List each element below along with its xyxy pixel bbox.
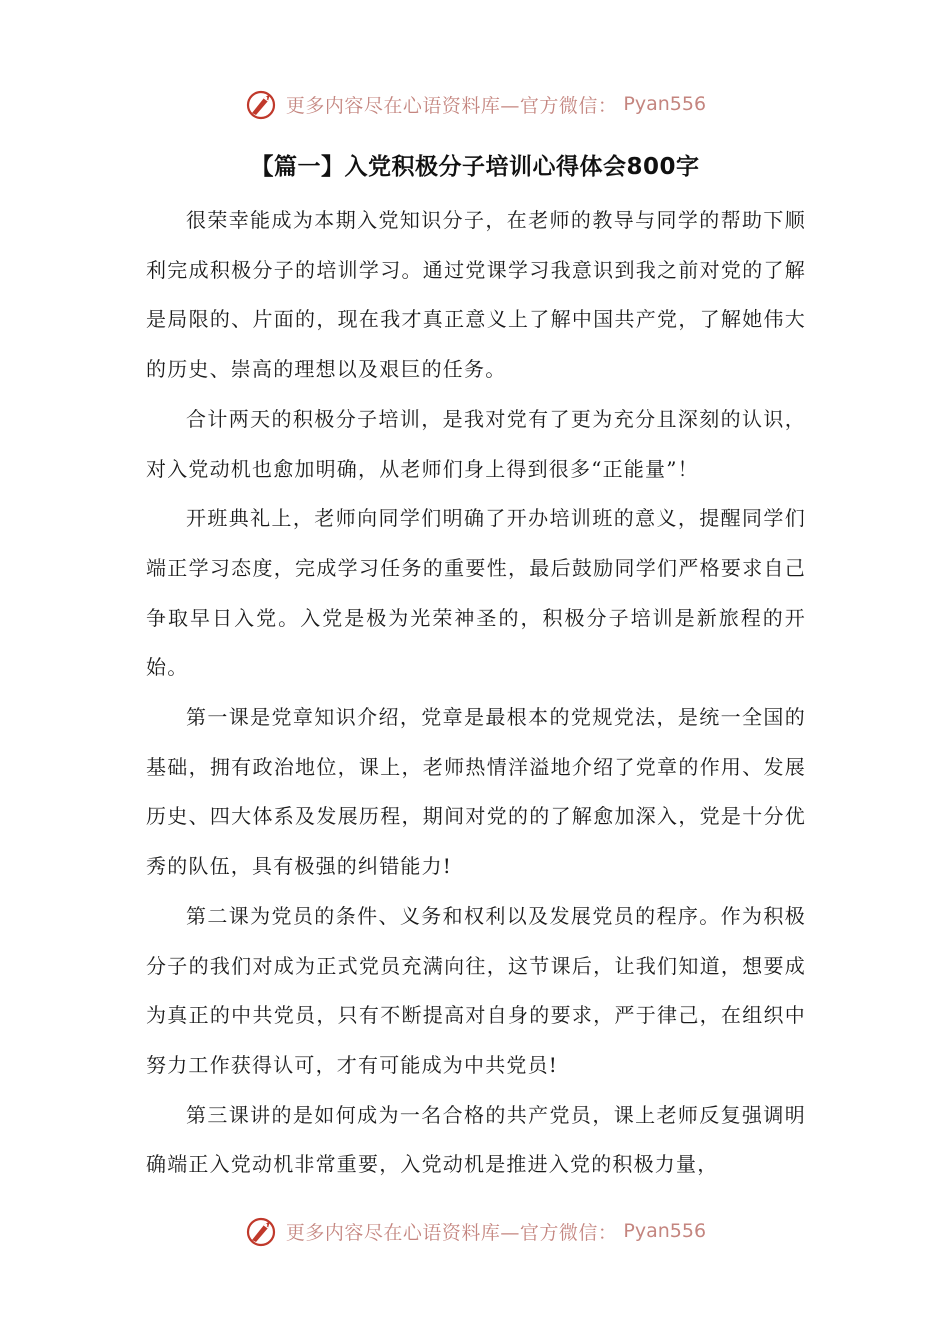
document-body <box>146 196 806 1190</box>
paragraph: 开班典礼上，老师向同学们明确了开办培训班的意义，提醒同学们端正学习态度，完成学习任务的重要性，最后鼓励同学们严格要求自己争取早日入党。入党是极为光荣神圣的，积极分子培训是新旅程的开始。 <box>146 506 806 680</box>
banner-wechat-id: Pyan556 <box>623 93 707 115</box>
paragraph: 第一课是党章知识介绍，党章是最根本的党规党法，是统一全国的基础，拥有政治地位，课上，老师热情洋溢地介绍了党章的作用、发展历史、四大体系及发展历程，期间对党的的了解愈加深入，党是十分优秀的队伍，具有极强的纠错能力! <box>146 705 806 879</box>
paragraph: 第二课为党员的条件、义务和权利以及发展党员的程序。作为积极分子的我们对成为正式党员充满向往，这节课后，让我们知道，想要成为真正的中共党员，只有不断提高对自身的要求，严于律己，在组织中努力工作获得认可，才有可能成为中共党员! <box>146 903 806 1077</box>
pen-nib-logo-icon <box>244 1213 280 1249</box>
banner-text: 更多内容尽在心语资料库—官方微信： <box>285 94 618 117</box>
footer-watermark-banner <box>0 1211 950 1251</box>
paragraph: 合计两天的积极分子培训，是我对党有了更为充分且深刻的认识，对入党动机也愈加明确，从老师们身上得到很多“正能量”！ <box>146 406 806 481</box>
banner-text: 更多内容尽在心语资料库—官方微信： <box>285 1221 618 1244</box>
document-title: 【篇一】入党积极分子培训心得体会800字 <box>250 154 700 180</box>
pen-nib-logo-icon <box>244 86 280 122</box>
banner-wechat-id: Pyan556 <box>623 1220 707 1242</box>
header-watermark-banner <box>0 84 950 124</box>
paragraph: 第三课讲的是如何成为一名合格的共产党员，课上老师反复强调明确端正入党动机非常重要，入党动机是推进入党的积极力量， <box>146 1102 806 1177</box>
paragraph: 很荣幸能成为本期入党知识分子，在老师的教导与同学的帮助下顺利完成积极分子的培训学习。通过党课学习我意识到我之前对党的了解是局限的、片面的，现在我才真正意义上了解中国共产党，了解她伟大的历史、崇高的理想以及艰巨的任务。 <box>146 208 806 382</box>
